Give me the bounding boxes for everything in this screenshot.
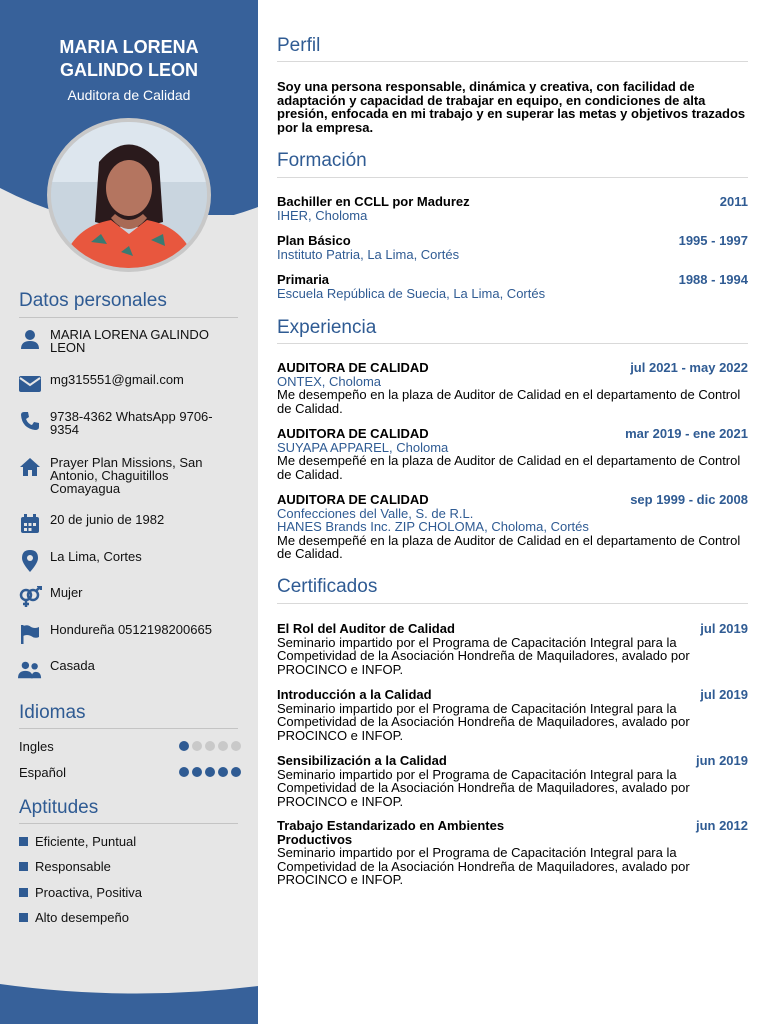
language-item xyxy=(19,765,241,780)
personal-item-text: 20 de junio de 1982 xyxy=(50,512,165,527)
language-name: Ingles xyxy=(19,739,54,754)
entry-description: Seminario impartido por el Programa de Capacitación Integral para la Competividad de la Asociación Hondreña de Maquiladores, avalado por PROCINCO e INFOP. xyxy=(277,634,690,677)
skill-label: Eficiente, Puntual xyxy=(35,834,137,849)
personal-item-nationality xyxy=(18,623,240,645)
personal-item-email xyxy=(18,373,240,395)
candidate-name-line2: GALINDO LEON xyxy=(60,60,198,80)
divider xyxy=(19,823,238,824)
entry-date: 1995 - 1997 xyxy=(678,233,748,248)
calendar-icon xyxy=(18,513,42,535)
certificate-entry xyxy=(277,819,748,887)
profile-heading: Perfil xyxy=(277,35,321,56)
bullet-square-icon xyxy=(19,837,28,846)
personal-item-text: Hondureña 0512198200665 xyxy=(50,622,212,637)
skill-label: Proactiva, Positiva xyxy=(35,885,142,900)
languages-heading: Idiomas xyxy=(19,702,86,723)
certificates-heading: Certificados xyxy=(277,576,378,597)
skill-item xyxy=(19,859,111,874)
level-dot xyxy=(218,741,228,751)
sidebar xyxy=(0,0,258,1024)
skill-label: Responsable xyxy=(35,859,111,874)
language-name: Español xyxy=(19,765,66,780)
person-icon xyxy=(18,328,42,350)
entry-description: Seminario impartido por el Programa de Capacitación Integral para la Competividad de la Asociación Hondreña de Maquiladores, avalado por PROCINCO e INFOP. xyxy=(277,766,690,809)
level-dot xyxy=(205,767,215,777)
skill-item xyxy=(19,885,142,900)
candidate-name-line1: MARIA LORENA xyxy=(59,37,199,57)
certificate-entry xyxy=(277,688,748,742)
personal-item-birthdate xyxy=(18,513,240,535)
home-icon xyxy=(18,456,42,478)
personal-item-text: Prayer Plan Missions, San Antonio, Chaguitillos Comayagua xyxy=(50,455,203,496)
entry-title: Trabajo Estandarizado en Ambientes Productivos xyxy=(277,818,505,847)
education-entry xyxy=(277,273,748,300)
entry-company: Confecciones del Valle, S. de R.L. xyxy=(277,505,474,521)
entry-title: Sensibilización a la Calidad xyxy=(277,753,447,768)
certificate-entry xyxy=(277,754,748,808)
profile-summary: Soy una persona responsable, dinámica y creativa, con facilidad de adaptación y capacidad de trabajar en equipo, en condiciones de alta presión, enfocada en mi trabajo y en superar las metas y objetivos trazados por la empresa. xyxy=(277,79,746,135)
skill-item xyxy=(19,834,136,849)
education-entry xyxy=(277,234,748,261)
people-icon xyxy=(18,659,42,681)
entry-date: jun 2012 xyxy=(695,818,748,833)
entry-date: 1988 - 1994 xyxy=(678,272,748,287)
level-dot xyxy=(218,767,228,777)
certificate-entry xyxy=(277,622,748,676)
experience-heading: Experiencia xyxy=(277,317,377,338)
level-dot xyxy=(192,741,202,751)
entry-date: jul 2019 xyxy=(700,687,748,702)
candidate-name xyxy=(0,36,258,82)
entry-title: Plan Básico xyxy=(277,233,351,248)
language-level-dots xyxy=(179,741,241,751)
personal-item-phone xyxy=(18,410,240,436)
email-icon xyxy=(18,373,42,395)
education-entry xyxy=(277,195,748,222)
job-title: Auditora de Calidad xyxy=(67,87,191,103)
profile-photo xyxy=(47,118,211,272)
entry-title: AUDITORA DE CALIDAD xyxy=(277,492,429,507)
divider xyxy=(19,317,238,318)
entry-description: Me desempeñé en la plaza de Auditor de Calidad en el departamento de Control de Calidad. xyxy=(277,453,741,482)
skills-heading: Aptitudes xyxy=(19,797,99,818)
personal-item-name xyxy=(18,328,240,354)
entry-date: mar 2019 - ene 2021 xyxy=(625,426,748,441)
gender-icon xyxy=(18,586,42,608)
level-dot xyxy=(205,741,215,751)
flag-icon xyxy=(18,623,42,645)
level-dot xyxy=(231,767,241,777)
personal-item-text: Mujer xyxy=(50,585,83,600)
bullet-square-icon xyxy=(19,862,28,871)
entry-company: SUYAPA APPAREL, Choloma xyxy=(277,439,449,455)
divider xyxy=(277,603,748,604)
personal-data-heading: Datos personales xyxy=(19,290,167,311)
experience-entry xyxy=(277,361,748,415)
level-dot xyxy=(179,741,189,751)
bullet-square-icon xyxy=(19,888,28,897)
entry-company: HANES Brands Inc. ZIP CHOLOMA, Choloma, Cortés xyxy=(277,519,589,534)
level-dot xyxy=(231,741,241,751)
entry-company: ONTEX, Choloma xyxy=(277,373,382,389)
entry-date: jul 2021 - may 2022 xyxy=(630,360,748,375)
language-item xyxy=(19,739,241,754)
entry-description: Seminario impartido por el Programa de Capacitación Integral para la Competividad de la Asociación Hondreña de Maquiladores, avalado por PROCINCO e INFOP. xyxy=(277,845,690,887)
personal-item-location xyxy=(18,550,240,572)
entry-date: jun 2019 xyxy=(695,753,748,768)
level-dot xyxy=(179,767,189,777)
personal-item-address xyxy=(18,456,240,495)
entry-title: Introducción a la Calidad xyxy=(277,687,432,702)
experience-entry xyxy=(277,493,748,561)
entry-title: Bachiller en CCLL por Madurez xyxy=(277,194,470,209)
personal-item-gender xyxy=(18,586,240,608)
entry-date: jul 2019 xyxy=(700,621,748,636)
personal-item-text: MARIA LORENA GALINDO LEON xyxy=(50,327,209,355)
personal-item-marital-status xyxy=(18,659,240,681)
personal-item-text: mg315551@gmail.com xyxy=(50,372,184,387)
entry-title: Primaria xyxy=(277,272,330,287)
phone-icon xyxy=(18,410,42,432)
education-heading: Formación xyxy=(277,150,367,171)
skill-label: Alto desempeño xyxy=(35,910,129,925)
entry-subtitle: Instituto Patria, La Lima, Cortés xyxy=(277,246,460,262)
location-pin-icon xyxy=(18,550,42,572)
personal-item-text: La Lima, Cortes xyxy=(50,549,142,564)
divider xyxy=(277,177,748,178)
entry-subtitle: IHER, Choloma xyxy=(277,207,368,223)
entry-subtitle: Escuela República de Suecia, La Lima, Cortés xyxy=(277,285,546,301)
entry-title: AUDITORA DE CALIDAD xyxy=(277,360,429,375)
personal-item-text: Casada xyxy=(50,658,95,673)
skill-item xyxy=(19,910,129,925)
entry-title: El Rol del Auditor de Calidad xyxy=(277,621,455,636)
entry-date: sep 1999 - dic 2008 xyxy=(630,492,748,507)
footer-background xyxy=(0,984,258,1024)
entry-description: Seminario impartido por el Programa de Capacitación Integral para la Competividad de la Asociación Hondreña de Maquiladores, avalado por PROCINCO e INFOP. xyxy=(277,700,690,743)
entry-date: 2011 xyxy=(719,194,748,209)
bullet-square-icon xyxy=(19,913,28,922)
divider xyxy=(277,61,748,62)
divider xyxy=(19,728,238,729)
divider xyxy=(277,343,748,344)
experience-entry xyxy=(277,427,748,481)
entry-description: Me desempeño en la plaza de Auditor de Calidad en el departamento de Control de Calidad. xyxy=(277,387,741,416)
entry-title: AUDITORA DE CALIDAD xyxy=(277,426,429,441)
language-level-dots xyxy=(179,767,241,777)
entry-description: Me desempeñé en la plaza de Auditor de Calidad en el departamento de Control de Calidad. xyxy=(277,532,741,561)
personal-item-text: 9738-4362 WhatsApp 9706-9354 xyxy=(50,409,213,437)
level-dot xyxy=(192,767,202,777)
